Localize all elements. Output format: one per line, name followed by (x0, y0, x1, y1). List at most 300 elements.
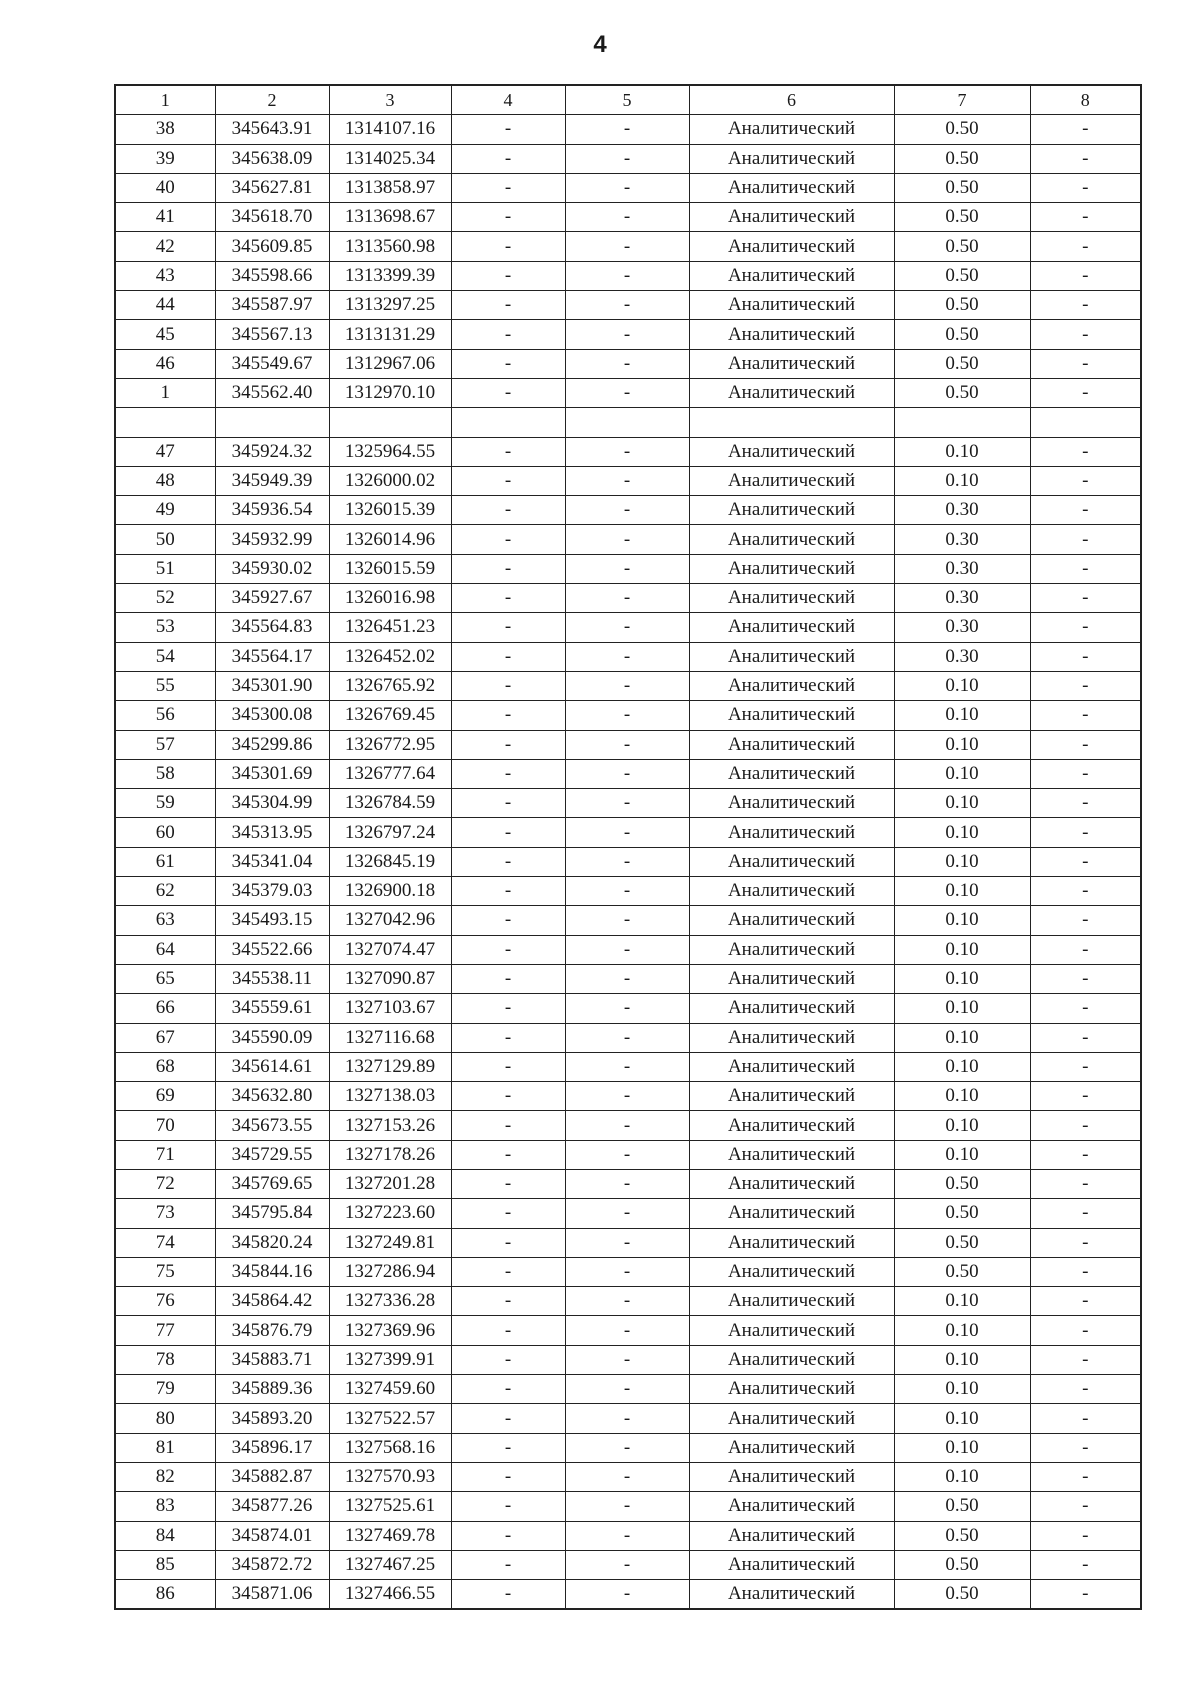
cell-accuracy: 0.30 (894, 554, 1030, 583)
table-row (115, 1375, 1141, 1404)
table-row (115, 818, 1141, 847)
cell-col-5: - (565, 935, 689, 964)
cell-method: Аналитический (689, 818, 894, 847)
cell-col-8: - (1030, 906, 1141, 935)
cell-col-4: - (451, 584, 565, 613)
cell-point-number: 85 (115, 1550, 215, 1579)
cell-col-8: - (1030, 847, 1141, 876)
cell-coord-x: 345379.03 (215, 877, 329, 906)
cell-method: Аналитический (689, 349, 894, 378)
cell-col-5: - (565, 701, 689, 730)
cell-coord-x: 345889.36 (215, 1375, 329, 1404)
cell-method: Аналитический (689, 1492, 894, 1521)
cell-coord-x: 345949.39 (215, 466, 329, 495)
cell-method: Аналитический (689, 554, 894, 583)
table-row (115, 1580, 1141, 1610)
cell-method: Аналитический (689, 1228, 894, 1257)
cell-col-8: - (1030, 115, 1141, 144)
cell-accuracy: 0.50 (894, 115, 1030, 144)
table-row (115, 203, 1141, 232)
cell-col-4: - (451, 1052, 565, 1081)
cell-method: Аналитический (689, 1580, 894, 1610)
cell-col-5: - (565, 964, 689, 993)
cell-col-4: - (451, 349, 565, 378)
cell-col-8: - (1030, 1492, 1141, 1521)
cell-accuracy: 0.30 (894, 584, 1030, 613)
cell-col-4: - (451, 877, 565, 906)
cell-coord-y: 1327568.16 (329, 1433, 451, 1462)
cell-point-number: 77 (115, 1316, 215, 1345)
cell-col-5: - (565, 1287, 689, 1316)
cell-method: Аналитический (689, 1082, 894, 1111)
cell-col-5: - (565, 877, 689, 906)
cell-method: Аналитический (689, 496, 894, 525)
cell-col-8: - (1030, 1111, 1141, 1140)
cell-col-4: - (451, 671, 565, 700)
table-row (115, 554, 1141, 583)
cell-method: Аналитический (689, 1550, 894, 1579)
cell-method: Аналитический (689, 291, 894, 320)
cell-col-8: - (1030, 1375, 1141, 1404)
cell-col-8: - (1030, 466, 1141, 495)
cell-accuracy: 0.30 (894, 613, 1030, 642)
cell-point-number: 62 (115, 877, 215, 906)
cell-accuracy: 0.10 (894, 994, 1030, 1023)
cell-col-4: - (451, 203, 565, 232)
cell-point-number: 60 (115, 818, 215, 847)
header-row (115, 85, 1141, 115)
cell-col-8: - (1030, 1316, 1141, 1345)
cell-col-8: - (1030, 584, 1141, 613)
cell-coord-y: 1326797.24 (329, 818, 451, 847)
cell-point-number: 50 (115, 525, 215, 554)
cell-coord-y: 1327249.81 (329, 1228, 451, 1257)
cell-col-4: - (451, 291, 565, 320)
cell-accuracy: 0.10 (894, 1287, 1030, 1316)
cell-point-number: 40 (115, 173, 215, 202)
cell-col-8: - (1030, 144, 1141, 173)
cell-col-5: - (565, 759, 689, 788)
cell-col-8: - (1030, 1169, 1141, 1198)
cell-col-8: - (1030, 935, 1141, 964)
cell-col-4: - (451, 378, 565, 407)
cell-coord-x: 345538.11 (215, 964, 329, 993)
cell-col-8: - (1030, 1257, 1141, 1286)
cell-coord-x: 345618.70 (215, 203, 329, 232)
cell-coord-y: 1326765.92 (329, 671, 451, 700)
table-row (115, 1316, 1141, 1345)
cell-col-5: - (565, 1345, 689, 1374)
cell-col-4: - (451, 1462, 565, 1491)
cell-accuracy: 0.50 (894, 173, 1030, 202)
cell-accuracy: 0.30 (894, 525, 1030, 554)
cell-point-number: 67 (115, 1023, 215, 1052)
cell-col-8: - (1030, 994, 1141, 1023)
cell-col-5: - (565, 203, 689, 232)
cell-coord-x: 345927.67 (215, 584, 329, 613)
cell-method: Аналитический (689, 232, 894, 261)
column-header: 8 (1030, 85, 1141, 115)
cell-accuracy: 0.50 (894, 1257, 1030, 1286)
cell-method (689, 408, 894, 437)
cell-col-5: - (565, 261, 689, 290)
cell-point-number: 47 (115, 437, 215, 466)
table-row (115, 349, 1141, 378)
cell-method: Аналитический (689, 378, 894, 407)
table-row (115, 1228, 1141, 1257)
cell-coord-y: 1313131.29 (329, 320, 451, 349)
cell-col-4: - (451, 320, 565, 349)
cell-point-number: 73 (115, 1199, 215, 1228)
cell-accuracy: 0.10 (894, 759, 1030, 788)
cell-accuracy: 0.10 (894, 877, 1030, 906)
cell-col-8: - (1030, 1345, 1141, 1374)
table-row (115, 232, 1141, 261)
cell-method: Аналитический (689, 642, 894, 671)
cell-accuracy: 0.10 (894, 1433, 1030, 1462)
cell-coord-y: 1327467.25 (329, 1550, 451, 1579)
cell-method: Аналитический (689, 261, 894, 290)
cell-col-8: - (1030, 1228, 1141, 1257)
cell-method: Аналитический (689, 173, 894, 202)
cell-col-5: - (565, 1052, 689, 1081)
cell-point-number: 65 (115, 964, 215, 993)
cell-col-5: - (565, 349, 689, 378)
column-header: 7 (894, 85, 1030, 115)
table-row (115, 1199, 1141, 1228)
cell-coord-y: 1327116.68 (329, 1023, 451, 1052)
table-row (115, 1169, 1141, 1198)
cell-accuracy: 0.50 (894, 232, 1030, 261)
cell-col-4: - (451, 1316, 565, 1345)
cell-point-number: 84 (115, 1521, 215, 1550)
cell-coord-x: 345627.81 (215, 173, 329, 202)
cell-col-5: - (565, 1316, 689, 1345)
cell-coord-x: 345896.17 (215, 1433, 329, 1462)
cell-coord-x: 345564.17 (215, 642, 329, 671)
cell-coord-y: 1326900.18 (329, 877, 451, 906)
cell-coord-y: 1326845.19 (329, 847, 451, 876)
cell-point-number: 70 (115, 1111, 215, 1140)
cell-col-4: - (451, 261, 565, 290)
cell-point-number: 71 (115, 1140, 215, 1169)
cell-point-number: 61 (115, 847, 215, 876)
cell-method: Аналитический (689, 1521, 894, 1550)
cell-method: Аналитический (689, 1140, 894, 1169)
cell-col-4: - (451, 1169, 565, 1198)
cell-method: Аналитический (689, 115, 894, 144)
cell-col-4: - (451, 1375, 565, 1404)
cell-coord-y: 1326451.23 (329, 613, 451, 642)
cell-col-8: - (1030, 1550, 1141, 1579)
cell-coord-x: 345564.83 (215, 613, 329, 642)
cell-col-5: - (565, 1492, 689, 1521)
cell-col-5: - (565, 554, 689, 583)
cell-method: Аналитический (689, 906, 894, 935)
cell-col-8: - (1030, 1287, 1141, 1316)
cell-col-8: - (1030, 1580, 1141, 1610)
table-row (115, 671, 1141, 700)
cell-method: Аналитический (689, 1433, 894, 1462)
table-row (115, 1082, 1141, 1111)
table-row (115, 1052, 1141, 1081)
cell-col-5: - (565, 671, 689, 700)
cell-col-4: - (451, 1257, 565, 1286)
cell-coord-y: 1327223.60 (329, 1199, 451, 1228)
cell-method: Аналитический (689, 964, 894, 993)
cell-coord-x: 345300.08 (215, 701, 329, 730)
cell-col-8 (1030, 408, 1141, 437)
cell-accuracy: 0.30 (894, 496, 1030, 525)
cell-coord-y: 1327129.89 (329, 1052, 451, 1081)
cell-accuracy: 0.10 (894, 935, 1030, 964)
cell-accuracy: 0.50 (894, 291, 1030, 320)
cell-point-number: 80 (115, 1404, 215, 1433)
cell-coord-y: 1314025.34 (329, 144, 451, 173)
cell-point-number: 76 (115, 1287, 215, 1316)
column-header: 1 (115, 85, 215, 115)
cell-col-5: - (565, 1521, 689, 1550)
cell-col-5: - (565, 320, 689, 349)
cell-coord-y: 1327466.55 (329, 1580, 451, 1610)
cell-col-4: - (451, 554, 565, 583)
cell-method: Аналитический (689, 759, 894, 788)
cell-col-5: - (565, 1140, 689, 1169)
cell-coord-x: 345341.04 (215, 847, 329, 876)
cell-col-5: - (565, 437, 689, 466)
cell-point-number: 68 (115, 1052, 215, 1081)
cell-col-5: - (565, 525, 689, 554)
table-header (115, 85, 1141, 115)
cell-point-number (115, 408, 215, 437)
table-row (115, 1287, 1141, 1316)
cell-accuracy: 0.10 (894, 1023, 1030, 1052)
table-row (115, 173, 1141, 202)
cell-accuracy: 0.10 (894, 964, 1030, 993)
table-row (115, 701, 1141, 730)
cell-accuracy: 0.10 (894, 1345, 1030, 1374)
cell-coord-x: 345559.61 (215, 994, 329, 1023)
cell-col-5: - (565, 144, 689, 173)
cell-coord-x: 345301.90 (215, 671, 329, 700)
cell-point-number: 66 (115, 994, 215, 1023)
cell-method: Аналитический (689, 613, 894, 642)
cell-col-8: - (1030, 818, 1141, 847)
cell-col-4: - (451, 1404, 565, 1433)
cell-coord-y: 1327459.60 (329, 1375, 451, 1404)
cell-col-4: - (451, 173, 565, 202)
cell-coord-x: 345874.01 (215, 1521, 329, 1550)
cell-accuracy: 0.10 (894, 437, 1030, 466)
cell-method: Аналитический (689, 1052, 894, 1081)
cell-coord-x: 345643.91 (215, 115, 329, 144)
table-row (115, 847, 1141, 876)
cell-col-4: - (451, 1521, 565, 1550)
table-row (115, 496, 1141, 525)
table-row (115, 378, 1141, 407)
table-row (115, 115, 1141, 144)
cell-coord-x: 345313.95 (215, 818, 329, 847)
cell-col-5: - (565, 789, 689, 818)
cell-method: Аналитический (689, 1257, 894, 1286)
table-row (115, 291, 1141, 320)
cell-coord-x: 345795.84 (215, 1199, 329, 1228)
table-row (115, 1521, 1141, 1550)
cell-point-number: 46 (115, 349, 215, 378)
cell-coord-x: 345632.80 (215, 1082, 329, 1111)
cell-col-8: - (1030, 1140, 1141, 1169)
cell-coord-y: 1326014.96 (329, 525, 451, 554)
cell-coord-y: 1313560.98 (329, 232, 451, 261)
cell-coord-y: 1313698.67 (329, 203, 451, 232)
cell-point-number: 42 (115, 232, 215, 261)
cell-accuracy: 0.50 (894, 144, 1030, 173)
cell-col-8: - (1030, 1404, 1141, 1433)
table-row (115, 1111, 1141, 1140)
cell-coord-y (329, 408, 451, 437)
table-row (115, 320, 1141, 349)
cell-coord-x: 345304.99 (215, 789, 329, 818)
cell-accuracy: 0.10 (894, 818, 1030, 847)
cell-col-5: - (565, 994, 689, 1023)
cell-accuracy: 0.50 (894, 203, 1030, 232)
table-row (115, 144, 1141, 173)
cell-accuracy: 0.10 (894, 1404, 1030, 1433)
cell-col-8: - (1030, 554, 1141, 583)
table-row (115, 935, 1141, 964)
cell-col-5: - (565, 1433, 689, 1462)
cell-method: Аналитический (689, 203, 894, 232)
cell-method: Аналитический (689, 671, 894, 700)
cell-coord-x: 345609.85 (215, 232, 329, 261)
cell-col-5: - (565, 1462, 689, 1491)
cell-method: Аналитический (689, 466, 894, 495)
cell-col-4: - (451, 1433, 565, 1462)
cell-col-8: - (1030, 730, 1141, 759)
cell-coord-y: 1326015.39 (329, 496, 451, 525)
table-row (115, 642, 1141, 671)
column-header: 5 (565, 85, 689, 115)
cell-col-4 (451, 408, 565, 437)
table-row (115, 906, 1141, 935)
cell-coord-y: 1327525.61 (329, 1492, 451, 1521)
cell-method: Аналитический (689, 994, 894, 1023)
table-row (115, 1023, 1141, 1052)
cell-col-5: - (565, 173, 689, 202)
cell-coord-x: 345673.55 (215, 1111, 329, 1140)
cell-col-8: - (1030, 437, 1141, 466)
cell-point-number: 59 (115, 789, 215, 818)
cell-col-5: - (565, 466, 689, 495)
cell-col-4: - (451, 525, 565, 554)
cell-method: Аналитический (689, 847, 894, 876)
cell-col-5: - (565, 1404, 689, 1433)
cell-col-8: - (1030, 1433, 1141, 1462)
cell-coord-x: 345877.26 (215, 1492, 329, 1521)
cell-col-4: - (451, 847, 565, 876)
cell-accuracy: 0.50 (894, 1580, 1030, 1610)
table-row (115, 466, 1141, 495)
cell-accuracy: 0.10 (894, 1316, 1030, 1345)
table-row (115, 1462, 1141, 1491)
cell-accuracy: 0.10 (894, 847, 1030, 876)
cell-accuracy: 0.50 (894, 1228, 1030, 1257)
cell-col-4: - (451, 1580, 565, 1610)
cell-coord-y: 1327469.78 (329, 1521, 451, 1550)
cell-accuracy (894, 408, 1030, 437)
page-number: 4 (593, 31, 607, 58)
cell-col-8: - (1030, 1521, 1141, 1550)
cell-col-8: - (1030, 1082, 1141, 1111)
cell-col-4: - (451, 818, 565, 847)
cell-method: Аналитический (689, 1462, 894, 1491)
cell-col-5: - (565, 291, 689, 320)
cell-col-4: - (451, 789, 565, 818)
cell-col-4: - (451, 964, 565, 993)
cell-coord-x: 345614.61 (215, 1052, 329, 1081)
cell-col-5: - (565, 1082, 689, 1111)
cell-coord-y: 1327074.47 (329, 935, 451, 964)
cell-point-number: 49 (115, 496, 215, 525)
cell-col-4: - (451, 232, 565, 261)
cell-col-4: - (451, 730, 565, 759)
cell-col-5: - (565, 1580, 689, 1610)
cell-col-8: - (1030, 378, 1141, 407)
cell-point-number: 74 (115, 1228, 215, 1257)
column-header: 2 (215, 85, 329, 115)
cell-point-number: 57 (115, 730, 215, 759)
cell-coord-x: 345598.66 (215, 261, 329, 290)
table-row (115, 1345, 1141, 1374)
table-row (115, 759, 1141, 788)
cell-method: Аналитический (689, 789, 894, 818)
table-row (115, 1492, 1141, 1521)
table-row (115, 1550, 1141, 1579)
cell-col-8: - (1030, 642, 1141, 671)
cell-coord-y: 1313297.25 (329, 291, 451, 320)
cell-coord-y: 1326769.45 (329, 701, 451, 730)
cell-col-4: - (451, 496, 565, 525)
cell-accuracy: 0.10 (894, 466, 1030, 495)
cell-col-4: - (451, 906, 565, 935)
cell-point-number: 45 (115, 320, 215, 349)
cell-col-4: - (451, 1287, 565, 1316)
cell-coord-x: 345638.09 (215, 144, 329, 173)
cell-col-8: - (1030, 203, 1141, 232)
cell-accuracy: 0.50 (894, 1492, 1030, 1521)
cell-coord-x: 345932.99 (215, 525, 329, 554)
cell-accuracy: 0.50 (894, 1521, 1030, 1550)
cell-col-5: - (565, 232, 689, 261)
cell-point-number: 41 (115, 203, 215, 232)
cell-accuracy: 0.50 (894, 349, 1030, 378)
cell-col-4: - (451, 144, 565, 173)
cell-col-8: - (1030, 789, 1141, 818)
table-row (115, 730, 1141, 759)
cell-point-number: 43 (115, 261, 215, 290)
cell-col-4: - (451, 613, 565, 642)
cell-col-8: - (1030, 261, 1141, 290)
cell-method: Аналитический (689, 1404, 894, 1433)
cell-accuracy: 0.10 (894, 1140, 1030, 1169)
cell-method: Аналитический (689, 1287, 894, 1316)
cell-point-number: 58 (115, 759, 215, 788)
cell-coord-x: 345522.66 (215, 935, 329, 964)
cell-accuracy: 0.50 (894, 1550, 1030, 1579)
cell-accuracy: 0.50 (894, 1199, 1030, 1228)
cell-coord-y: 1327103.67 (329, 994, 451, 1023)
cell-coord-x: 345871.06 (215, 1580, 329, 1610)
